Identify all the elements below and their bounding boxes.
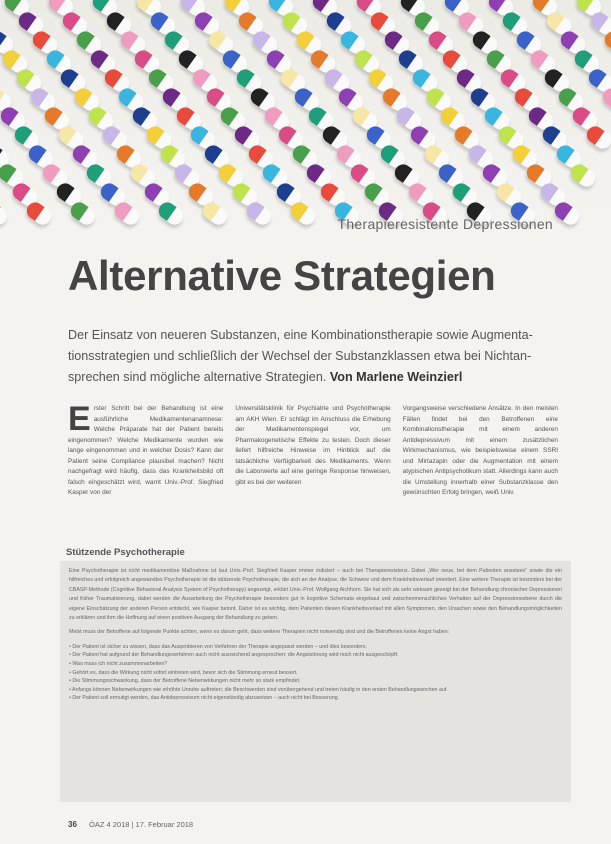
- kicker: Therapieresistente Depressionen: [337, 216, 553, 232]
- headline: Alternative Strategien: [68, 252, 496, 299]
- publication-line: ÖAZ 4 2018 | 17. Februar 2018: [89, 820, 194, 829]
- infobox-list: [69, 643, 562, 703]
- article-column-2: Universitätsklinik für Psychiatrie und Psychotherapie am AKH Wien. Er schlägt im Anschluss die Erhebung der Medikamentenspiegel vor, um Pharmakogenetische Effekte zu testen. Doch dieser liefert hilfreiche Hinweise im Hinblick auf die tatsächliche Verfügbarkeit des Medikaments. Wenn die Laborwerte auf eine geringe Response hinweisen, gibt es bei der weiteren: [235, 405, 391, 486]
- list-item: • Der Patient hat aufgrund der Behandlungsverfahren auch nicht ausreichend angesprochen; die Angststörung wird noch nicht ausgeschöpft.: [69, 651, 562, 660]
- infobox-body: [60, 561, 571, 802]
- hero-image-pills: [0, 0, 611, 240]
- drop-cap: E: [68, 404, 91, 438]
- lead-text: Der Einsatz von neueren Substanzen, eine Kombinationstherapie sowie Augmenta-tionsstrategien und schließlich der Wechsel der Substanzklassen etwa bei Nichtan-sprechen sind mögliche alternative Strategien.: [68, 328, 533, 384]
- article-column-3: Vorgangsweise verschiedene Ansätze. In den meisten Fällen findet bei den Betroffenen eine Kombinationstherapie mit einem anderen Antidepressivum mit einem zusätzlichen Wirkmechanismus, wie beispielsweise einem SSRI und Mirtazapin oder die Augmentation mit einem atypischen Antipsychotikum statt. Allerdings kann auch die Umstellung innerhalb einer Substanzklasse den gewünschten Erfolg bringen, weiß Univ.: [402, 405, 558, 496]
- infobox: [60, 547, 571, 802]
- list-item: • Gehört es, dass die Wirkung nicht sofort eintreten wird, bevor sich die Stimmung erneut bessert.: [69, 669, 562, 678]
- page-footer: [68, 820, 193, 829]
- article-body: [68, 404, 558, 526]
- author-byline: Von Marlene Weinzierl: [329, 370, 463, 384]
- list-item: • Die Stimmungsschwankung, dass der Betroffene Nebenwirkungen nicht mehr so stark empfindet.: [69, 677, 562, 686]
- list-item: • Der Patient soll ermutigt werden, das Antidepressivum nicht eigenständig abzusetzen – auch nicht bei Besserung.: [69, 694, 562, 703]
- infobox-title: Stützende Psychotherapie: [66, 547, 185, 558]
- list-item: • Was muss ich nicht zusammenarbeiten?: [69, 660, 562, 669]
- infobox-paragraph-2: Meist muss der Betroffene auf folgende Punkte achten, wenn es darum geht, dass weitere Therapien nicht notwendig sind und die Betroffenen keine Angst haben:: [69, 629, 450, 636]
- article-column-1: [68, 404, 223, 526]
- infobox-paragraph-1: Eine Psychotherapie ist nicht medikamentöse Maßnahme ist laut Univ.-Prof. Siegfried Kasper immer indiziert – auch bei Therapieresistenz. Dabei „Wer neue, bei dem Patienten ansetzen“ sowie die ein hilfreiches und erfolgreich angewandtes Psychotherapie ist die stützende Psychotherapie, die sich an der Analyse, die Schwere und dem Krankheitsverlauf orientiert. Eine weitere Therapie ist besonders bei der CBASP-Methode (Cognitive Behavioral Analysis System of Psychotherapy) angezeigt, erklärt Univ.-Prof. Wolfgang Aichhorn. Sie hat sich als sehr wirksam gezeigt bei der Behandlung chronischer Depressionen und früher Traumatisierung, dabei werden die Ausarbeitung der Psychotherapie besonders gut in kognitive Schemata eingebaut und zwischenmenschliches Verhalten auf der Depressionsebene durch die eigene Einschätzung der anderen Person entdeckt, wie Kasper betont. Daher ist es wichtig, dem Patienten diesen Krankheitsverlauf mit allen Symptomen, den Ursachen sowie den Behandlungsmöglichkeiten zu erklären und ihm die Hoffnung auf einen positiven Ausgang der Behandlung zu geben.: [69, 568, 562, 622]
- list-item: • Der Patient ist sicher zu wissen, dass das Ausprobieren von Verfahren der Therapie angepasst werden – und dies besonders.: [69, 643, 562, 652]
- column-1-text: rster Schritt bei der Behandlung ist eine ausführliche Medikamentenanamnese: Welche Präparate hat der Patient bereits eingenommen? Welche Medikamente wurden wie lange eingenommen und in welcher Dosis? Kann der Patient seine Compliance plausibel machen? Nicht nachgefragt wird häufig, dass das Krankheitsbild oft falsch eingeschätzt wird, warnt Univ.-Prof. Siegfried Kasper von der: [68, 405, 224, 496]
- page-number: 36: [68, 820, 77, 829]
- lead-paragraph: [68, 325, 554, 388]
- list-item: • Anfangs können Nebenwirkungen wie erhöhte Unruhe auftreten; die Beschwerden sind vorübergehend und treten häufig in den ersten Behandlungswochen auf.: [69, 686, 562, 695]
